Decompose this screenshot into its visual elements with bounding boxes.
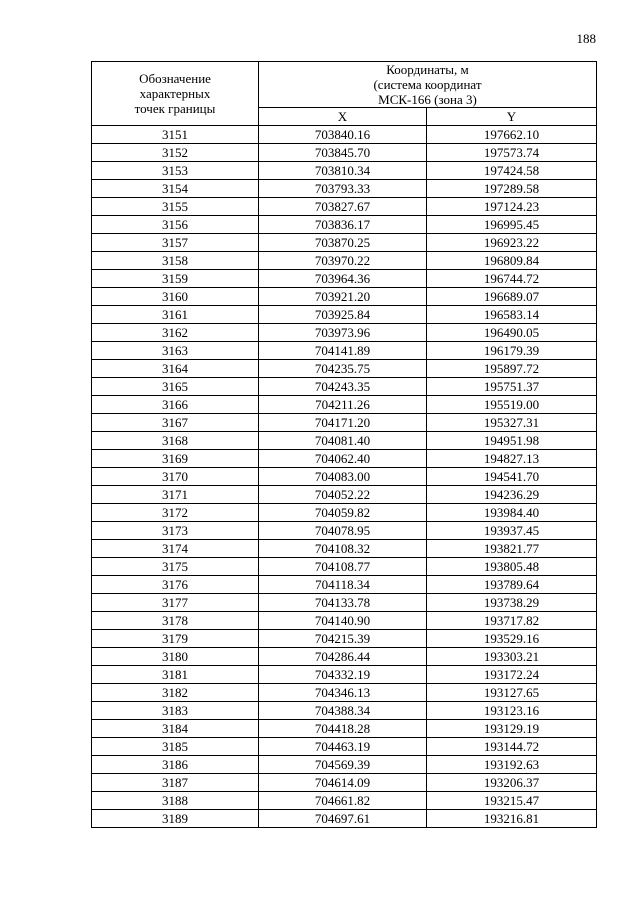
cell-y: 197662.10 <box>427 126 597 144</box>
cell-point: 3152 <box>92 144 259 162</box>
cell-x: 703970.22 <box>259 252 427 270</box>
cell-y: 194541.70 <box>427 468 597 486</box>
table-row <box>92 378 597 396</box>
cell-y: 196179.39 <box>427 342 597 360</box>
table-row <box>92 450 597 468</box>
cell-point: 3176 <box>92 576 259 594</box>
coordinates-table <box>91 61 597 828</box>
table-row <box>92 702 597 720</box>
table-row <box>92 684 597 702</box>
table-row <box>92 252 597 270</box>
cell-y: 194827.13 <box>427 450 597 468</box>
table-row <box>92 468 597 486</box>
cell-x: 703836.17 <box>259 216 427 234</box>
table-row <box>92 270 597 288</box>
cell-y: 193738.29 <box>427 594 597 612</box>
cell-x: 704463.19 <box>259 738 427 756</box>
cell-x: 704697.61 <box>259 810 427 828</box>
cell-y: 193127.65 <box>427 684 597 702</box>
cell-point: 3169 <box>92 450 259 468</box>
cell-x: 703870.25 <box>259 234 427 252</box>
cell-y: 197573.74 <box>427 144 597 162</box>
cell-y: 195519.00 <box>427 396 597 414</box>
cell-point: 3168 <box>92 432 259 450</box>
header-coords-line-2: (система координат <box>373 77 482 92</box>
cell-point: 3151 <box>92 126 259 144</box>
cell-y: 193821.77 <box>427 540 597 558</box>
cell-point: 3185 <box>92 738 259 756</box>
header-coords-line-1: Координаты, м <box>386 62 469 77</box>
table-row <box>92 162 597 180</box>
cell-x: 704235.75 <box>259 360 427 378</box>
cell-point: 3179 <box>92 630 259 648</box>
table-row <box>92 720 597 738</box>
cell-x: 704052.22 <box>259 486 427 504</box>
cell-point: 3175 <box>92 558 259 576</box>
cell-y: 196809.84 <box>427 252 597 270</box>
cell-x: 703793.33 <box>259 180 427 198</box>
cell-point: 3156 <box>92 216 259 234</box>
cell-x: 704118.34 <box>259 576 427 594</box>
cell-x: 704133.78 <box>259 594 427 612</box>
header-point-designation <box>92 62 259 126</box>
cell-point: 3162 <box>92 324 259 342</box>
cell-y: 193172.24 <box>427 666 597 684</box>
table-row <box>92 666 597 684</box>
cell-point: 3186 <box>92 756 259 774</box>
cell-y: 195897.72 <box>427 360 597 378</box>
cell-x: 704171.20 <box>259 414 427 432</box>
header-point-line-3: точек границы <box>134 101 216 116</box>
cell-y: 194236.29 <box>427 486 597 504</box>
cell-y: 193144.72 <box>427 738 597 756</box>
cell-y: 193805.48 <box>427 558 597 576</box>
cell-x: 703973.96 <box>259 324 427 342</box>
header-coordinates <box>259 62 597 108</box>
cell-point: 3182 <box>92 684 259 702</box>
cell-x: 704141.89 <box>259 342 427 360</box>
table-row <box>92 360 597 378</box>
cell-x: 704059.82 <box>259 504 427 522</box>
table-row <box>92 198 597 216</box>
cell-x: 703845.70 <box>259 144 427 162</box>
cell-point: 3161 <box>92 306 259 324</box>
cell-y: 193216.81 <box>427 810 597 828</box>
cell-y: 193529.16 <box>427 630 597 648</box>
table-row <box>92 414 597 432</box>
cell-x: 704661.82 <box>259 792 427 810</box>
cell-point: 3171 <box>92 486 259 504</box>
table-row <box>92 144 597 162</box>
table-row <box>92 576 597 594</box>
cell-point: 3163 <box>92 342 259 360</box>
cell-point: 3177 <box>92 594 259 612</box>
table-row <box>92 216 597 234</box>
cell-y: 196923.22 <box>427 234 597 252</box>
header-y: Y <box>427 108 597 126</box>
cell-point: 3187 <box>92 774 259 792</box>
cell-x: 704108.32 <box>259 540 427 558</box>
cell-y: 193215.47 <box>427 792 597 810</box>
cell-y: 193123.16 <box>427 702 597 720</box>
table-row <box>92 522 597 540</box>
cell-x: 704388.34 <box>259 702 427 720</box>
header-x: X <box>259 108 427 126</box>
cell-x: 704569.39 <box>259 756 427 774</box>
cell-y: 193192.63 <box>427 756 597 774</box>
table-row <box>92 594 597 612</box>
cell-x: 704081.40 <box>259 432 427 450</box>
cell-point: 3180 <box>92 648 259 666</box>
table-row <box>92 342 597 360</box>
table-row <box>92 540 597 558</box>
cell-y: 193303.21 <box>427 648 597 666</box>
cell-point: 3157 <box>92 234 259 252</box>
cell-y: 196995.45 <box>427 216 597 234</box>
cell-y: 194951.98 <box>427 432 597 450</box>
cell-point: 3154 <box>92 180 259 198</box>
table-row <box>92 612 597 630</box>
cell-point: 3160 <box>92 288 259 306</box>
table-row <box>92 486 597 504</box>
header-point-line-1: Обозначение <box>139 71 211 86</box>
table-row <box>92 126 597 144</box>
cell-point: 3159 <box>92 270 259 288</box>
cell-x: 704346.13 <box>259 684 427 702</box>
cell-y: 193129.19 <box>427 720 597 738</box>
cell-point: 3170 <box>92 468 259 486</box>
cell-point: 3165 <box>92 378 259 396</box>
cell-x: 703964.36 <box>259 270 427 288</box>
cell-point: 3166 <box>92 396 259 414</box>
table-row <box>92 306 597 324</box>
cell-x: 704211.26 <box>259 396 427 414</box>
cell-y: 196583.14 <box>427 306 597 324</box>
cell-x: 704083.00 <box>259 468 427 486</box>
cell-y: 193206.37 <box>427 774 597 792</box>
table-row <box>92 558 597 576</box>
cell-point: 3183 <box>92 702 259 720</box>
table-row <box>92 630 597 648</box>
table-row <box>92 774 597 792</box>
coordinates-table-body <box>92 126 597 828</box>
cell-x: 704418.28 <box>259 720 427 738</box>
cell-x: 703925.84 <box>259 306 427 324</box>
cell-point: 3181 <box>92 666 259 684</box>
cell-x: 703921.20 <box>259 288 427 306</box>
cell-point: 3173 <box>92 522 259 540</box>
table-row <box>92 504 597 522</box>
cell-point: 3188 <box>92 792 259 810</box>
table-row <box>92 396 597 414</box>
cell-point: 3189 <box>92 810 259 828</box>
cell-y: 193789.64 <box>427 576 597 594</box>
cell-x: 704140.90 <box>259 612 427 630</box>
table-row <box>92 324 597 342</box>
table-row <box>92 756 597 774</box>
cell-point: 3172 <box>92 504 259 522</box>
page-number: 188 <box>576 31 596 46</box>
table-row <box>92 288 597 306</box>
cell-point: 3174 <box>92 540 259 558</box>
cell-x: 704215.39 <box>259 630 427 648</box>
cell-x: 704614.09 <box>259 774 427 792</box>
cell-x: 704243.35 <box>259 378 427 396</box>
cell-y: 196689.07 <box>427 288 597 306</box>
cell-y: 193937.45 <box>427 522 597 540</box>
cell-x: 704108.77 <box>259 558 427 576</box>
cell-x: 703827.67 <box>259 198 427 216</box>
table-row <box>92 738 597 756</box>
cell-y: 197289.58 <box>427 180 597 198</box>
cell-y: 195751.37 <box>427 378 597 396</box>
table-row <box>92 234 597 252</box>
cell-y: 196744.72 <box>427 270 597 288</box>
cell-y: 195327.31 <box>427 414 597 432</box>
cell-y: 193717.82 <box>427 612 597 630</box>
cell-point: 3164 <box>92 360 259 378</box>
cell-y: 197124.23 <box>427 198 597 216</box>
cell-point: 3184 <box>92 720 259 738</box>
cell-x: 704078.95 <box>259 522 427 540</box>
cell-x: 703840.16 <box>259 126 427 144</box>
cell-point: 3158 <box>92 252 259 270</box>
cell-x: 704062.40 <box>259 450 427 468</box>
cell-y: 197424.58 <box>427 162 597 180</box>
cell-point: 3155 <box>92 198 259 216</box>
cell-point: 3178 <box>92 612 259 630</box>
cell-x: 704332.19 <box>259 666 427 684</box>
cell-x: 704286.44 <box>259 648 427 666</box>
cell-y: 193984.40 <box>427 504 597 522</box>
header-coords-line-3: МСК-166 (зона 3) <box>378 92 477 107</box>
table-row <box>92 792 597 810</box>
table-row <box>92 648 597 666</box>
cell-y: 196490.05 <box>427 324 597 342</box>
cell-x: 703810.34 <box>259 162 427 180</box>
table-row <box>92 432 597 450</box>
table-row <box>92 810 597 828</box>
cell-point: 3167 <box>92 414 259 432</box>
header-point-line-2: характерных <box>139 86 211 101</box>
cell-point: 3153 <box>92 162 259 180</box>
table-row <box>92 180 597 198</box>
